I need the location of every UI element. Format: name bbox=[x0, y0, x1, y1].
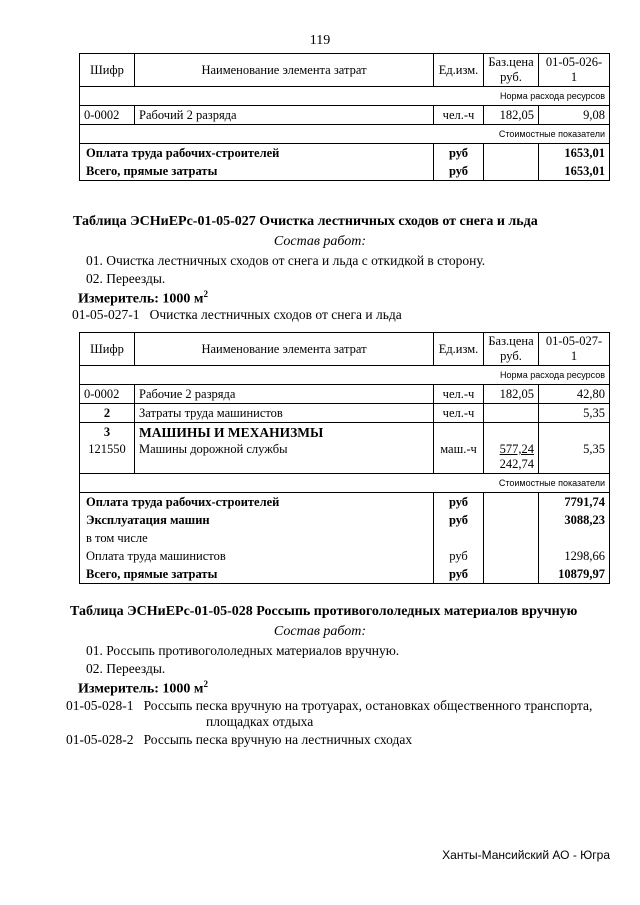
resource-table-1 bbox=[79, 53, 610, 181]
price-main: 577,24 bbox=[499, 442, 534, 456]
cell-code: 3 bbox=[80, 423, 135, 442]
norm-label: Норма расхода ресурсов bbox=[80, 87, 610, 106]
cost-name: Оплата труда машинистов bbox=[80, 547, 434, 565]
cell-unit: чел.-ч bbox=[434, 404, 484, 423]
cost-unit: руб bbox=[434, 144, 484, 163]
work-item: 01. Очистка лестничных сходов от снега и льда с откидкой в сторону. bbox=[86, 253, 486, 268]
cell-code: 0-0002 bbox=[80, 106, 135, 125]
cost-price bbox=[484, 547, 539, 565]
col-header-unit: Ед.изм. bbox=[434, 333, 484, 366]
table-caption: Таблица ЭСНиЕРс-01-05-027 Очистка лестничных сходов от снега и льда bbox=[73, 214, 538, 229]
work-item: 01. Россыпь противогололедных материалов вручную. bbox=[86, 643, 400, 658]
cost-unit: руб bbox=[434, 565, 484, 584]
price-secondary: 242,74 bbox=[499, 457, 534, 471]
cell-price bbox=[484, 423, 539, 442]
cell-name: МАШИНЫ И МЕХАНИЗМЫ bbox=[135, 423, 434, 442]
cost-price bbox=[484, 565, 539, 584]
col-header-code: Шифр bbox=[80, 333, 135, 366]
cost-unit bbox=[434, 529, 484, 547]
cell-value: 5,35 bbox=[539, 404, 610, 423]
cell-price bbox=[484, 404, 539, 423]
cell-price: 182,05 bbox=[484, 106, 539, 125]
code-line: 01-05-027-1 Очистка лестничных сходов от снега и льда bbox=[72, 307, 402, 322]
cell-value: 5,35 bbox=[539, 441, 610, 474]
cell-name: Затраты труда машинистов bbox=[135, 404, 434, 423]
cost-label: Стоимостные показатели bbox=[80, 474, 610, 493]
cell-unit bbox=[434, 423, 484, 442]
page-number: 119 bbox=[309, 33, 331, 48]
col-header-price: Баз.цена руб. bbox=[484, 54, 539, 87]
cell-name: Рабочие 2 разряда bbox=[135, 385, 434, 404]
cost-unit: руб bbox=[434, 493, 484, 512]
cell-name: Рабочий 2 разряда bbox=[135, 106, 434, 125]
cost-unit: руб bbox=[434, 511, 484, 529]
measure-unit: Измеритель: 1000 $м^2$ bbox=[78, 289, 208, 307]
col-header-id: 01-05-027-1 bbox=[539, 333, 610, 366]
work-composition-title: Состав работ: bbox=[273, 234, 367, 249]
cell-value: 42,80 bbox=[539, 385, 610, 404]
cost-row bbox=[80, 493, 610, 512]
cell-name: Машины дорожной службы bbox=[135, 441, 434, 474]
cost-price bbox=[484, 493, 539, 512]
table-row bbox=[80, 441, 610, 474]
work-item: 02. Переезды. bbox=[86, 661, 166, 676]
col-header-price: Баз.цена руб. bbox=[484, 333, 539, 366]
table-caption: Таблица ЭСНиЕРс-01-05-028 Россыпь противогололедных материалов вручную bbox=[70, 604, 578, 619]
cell-code: 121550 bbox=[80, 441, 135, 474]
code-line-continuation: площадках отдыха bbox=[206, 714, 314, 729]
cell-unit: чел.-ч bbox=[434, 385, 484, 404]
cost-name: Всего, прямые затраты bbox=[80, 162, 434, 181]
col-header-id: 01-05-026-1 bbox=[539, 54, 610, 87]
cost-price bbox=[484, 529, 539, 547]
cost-row bbox=[80, 162, 610, 181]
cost-price bbox=[484, 162, 539, 181]
cost-name: в том числе bbox=[80, 529, 434, 547]
cell-value bbox=[539, 423, 610, 442]
cost-unit: руб bbox=[434, 547, 484, 565]
cost-name: Оплата труда рабочих-строителей bbox=[80, 144, 434, 163]
cost-value: 7791,74 bbox=[539, 493, 610, 512]
col-header-unit: Ед.изм. bbox=[434, 54, 484, 87]
cell-code: 0-0002 bbox=[80, 385, 135, 404]
col-header-name: Наименование элемента затрат bbox=[135, 54, 434, 87]
cost-row bbox=[80, 547, 610, 565]
cost-value: 1298,66 bbox=[539, 547, 610, 565]
table-row bbox=[80, 404, 610, 423]
cell-value: 9,08 bbox=[539, 106, 610, 125]
work-item: 02. Переезды. bbox=[86, 271, 166, 286]
code-line: 01-05-028-1 Россыпь песка вручную на тротуарах, остановках общественного транспорта, bbox=[66, 698, 593, 713]
cost-label: Стоимостные показатели bbox=[80, 125, 610, 144]
col-header-name: Наименование элемента затрат bbox=[135, 333, 434, 366]
norm-label: Норма расхода ресурсов bbox=[80, 366, 610, 385]
work-composition-title: Состав работ: bbox=[273, 624, 367, 639]
col-header-code: Шифр bbox=[80, 54, 135, 87]
measure-unit: Измеритель: 1000 $м^2$ bbox=[78, 679, 208, 697]
table-row bbox=[80, 106, 610, 125]
cost-value: 1653,01 bbox=[539, 162, 610, 181]
cell-unit: чел.-ч bbox=[434, 106, 484, 125]
table-row bbox=[80, 385, 610, 404]
cell-price: 182,05 bbox=[484, 385, 539, 404]
cell-code: 2 bbox=[80, 404, 135, 423]
cost-unit: руб bbox=[434, 162, 484, 181]
resource-table-2 bbox=[79, 332, 610, 584]
cost-value: 1653,01 bbox=[539, 144, 610, 163]
cost-name: Эксплуатация машин bbox=[80, 511, 434, 529]
cost-name: Оплата труда рабочих-строителей bbox=[80, 493, 434, 512]
cost-value: 3088,23 bbox=[539, 511, 610, 529]
cell-unit: маш.-ч bbox=[434, 441, 484, 474]
cost-row bbox=[80, 144, 610, 163]
cost-row bbox=[80, 565, 610, 584]
code-line: 01-05-028-2 Россыпь песка вручную на лестничных сходах bbox=[66, 732, 413, 747]
footer-region: Ханты-Мансийский АО - Югра bbox=[442, 848, 610, 862]
cost-row bbox=[80, 511, 610, 529]
cost-name: Всего, прямые затраты bbox=[80, 565, 434, 584]
cell-price bbox=[484, 441, 539, 474]
cost-row bbox=[80, 529, 610, 547]
table-row bbox=[80, 423, 610, 442]
cost-value: 10879,97 bbox=[539, 565, 610, 584]
cost-price bbox=[484, 511, 539, 529]
cost-value bbox=[539, 529, 610, 547]
cost-price bbox=[484, 144, 539, 163]
